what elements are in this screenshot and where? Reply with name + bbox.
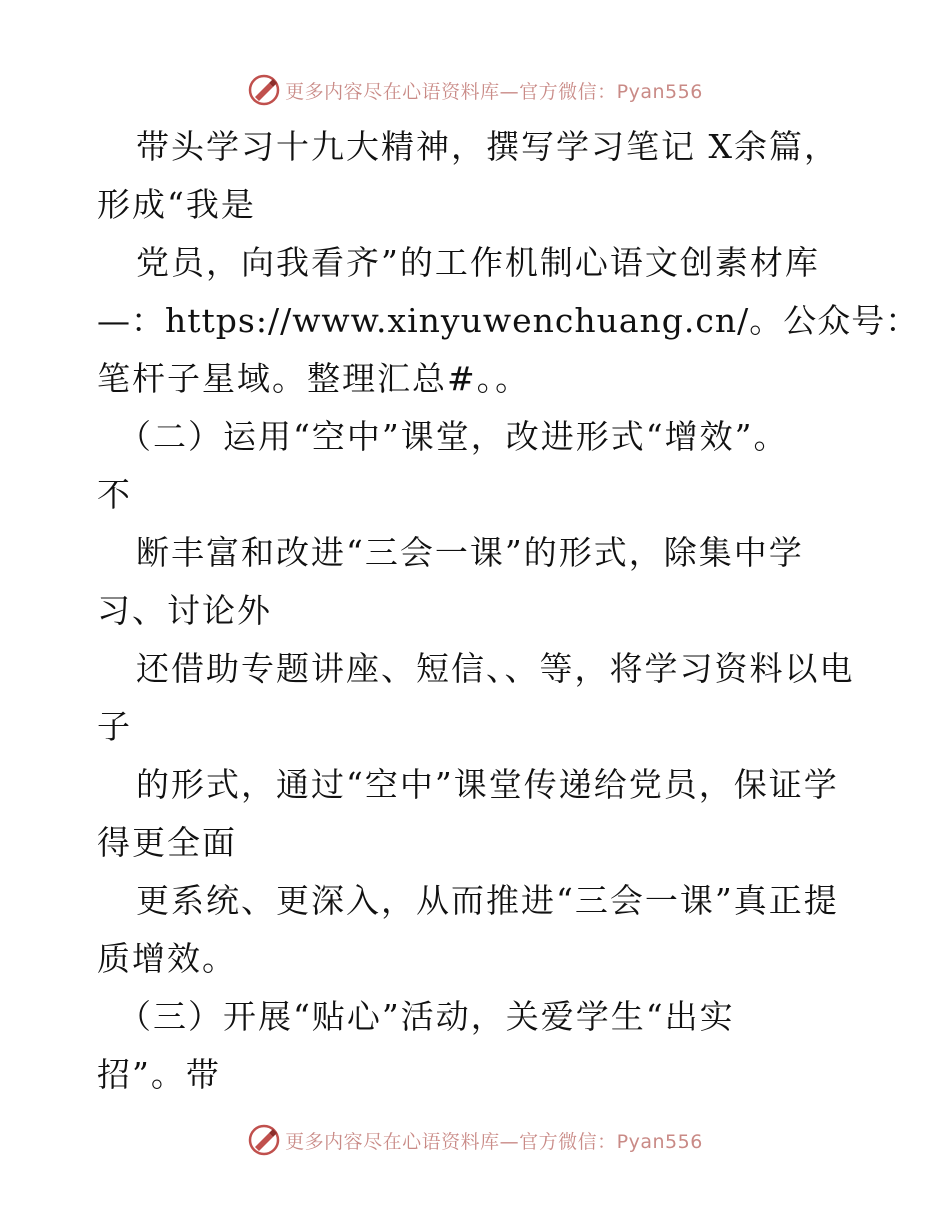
body-line: 带头学习十九大精神，撰写学习笔记 X余篇，	[136, 127, 839, 166]
body-line: 质增效。	[97, 939, 237, 978]
body-line: 更系统、更深入，从而推进“三会一课”真正提	[136, 881, 839, 920]
body-line: 断丰富和改进“三会一课”的形式，除集中学	[136, 533, 804, 572]
body-line: 还借助专题讲座、短信、、等，将学习资料以电	[136, 649, 855, 688]
footer-banner	[0, 1120, 950, 1160]
body-line: 党员，向我看齐”的工作机制心语文创素材库	[136, 243, 820, 282]
body-line: —：https://www.xinyuwenchuang.cn/。公众号：	[97, 301, 920, 340]
body-line: 不	[97, 475, 132, 514]
body-line: 子	[97, 707, 132, 746]
body-line: 形成“我是	[97, 185, 256, 224]
pen-logo-icon	[247, 73, 281, 107]
body-line: 得更全面	[97, 823, 237, 862]
header-banner-text: 更多内容尽在心语资料库—官方微信：Pyan556	[285, 80, 703, 103]
body-line: 习、讨论外	[97, 591, 272, 630]
footer-banner-text: 更多内容尽在心语资料库—官方微信：Pyan556	[285, 1130, 703, 1153]
section-heading: （三）开展“贴心”活动，关爱学生“出实	[118, 997, 735, 1036]
pen-logo-icon	[247, 1123, 281, 1157]
body-line: 招”。带	[97, 1055, 221, 1094]
body-line: 的形式，通过“空中”课堂传递给党员，保证学	[136, 765, 839, 804]
section-heading: （二）运用“空中”课堂，改进形式“增效”。	[118, 417, 789, 456]
header-banner	[0, 70, 950, 110]
body-line: 笔杆子星域。整理汇总#。。	[97, 359, 531, 398]
